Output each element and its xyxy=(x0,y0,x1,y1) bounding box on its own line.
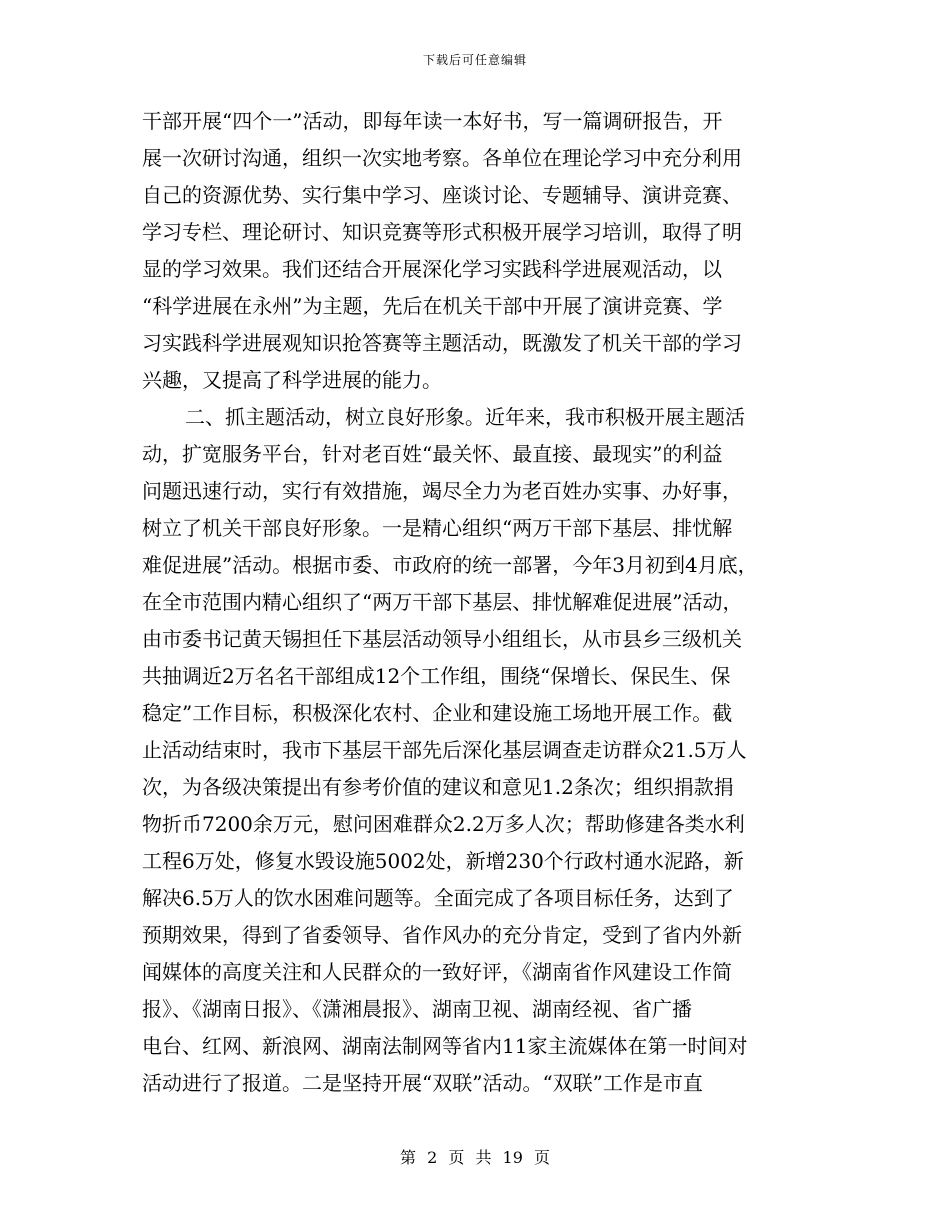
text-line: 习实践科学进展观知识抢答赛等主题活动，既激发了机关干部的学习 xyxy=(142,331,742,355)
text-line: 自己的资源优势、实行集中学习、座谈讨论、专题辅导、演讲竞赛、 xyxy=(142,183,742,207)
text-line: 稳定”工作目标，积极深化农村、企业和建设施工场地开展工作。截 xyxy=(142,701,733,725)
text-line: 显的学习效果。我们还结合开展深化学习实践科学进展观活动，以 xyxy=(142,257,722,281)
text-line: 共抽调近2万名名干部组成12个工作组，围绕“保增长、保民生、保 xyxy=(142,664,731,688)
page-header: 下载后可任意编辑 xyxy=(422,53,527,67)
text-line: 止活动结束时，我市下基层干部先后深化基层调查走访群众21.5万人 xyxy=(142,738,747,762)
page-number: 第 2 页 共 19 页 xyxy=(400,1148,550,1167)
text-line: 活动进行了报道。二是坚持开展“双联”活动。“双联”工作是市直 xyxy=(142,1071,703,1095)
text-line: 树立了机关干部良好形象。一是精心组织“两万干部下基层、排忧解 xyxy=(142,516,733,540)
text-line: 由市委书记黄天锡担任下基层活动领导小组组长，从市县乡三级机关 xyxy=(142,627,742,651)
text-line: 学习专栏、理论研讨、知识竞赛等形式积极开展学习培训，取得了明 xyxy=(142,220,742,244)
text-line: 解决6.5万人的饮水困难问题等。全面完成了各项目标任务，达到了 xyxy=(142,886,734,910)
text-line: 闻媒体的高度关注和人民群众的一致好评，《湖南省作风建设工作简 xyxy=(142,960,732,984)
text-line: 物折币7200余万元，慰问困难群众2.2万多人次；帮助修建各类水利 xyxy=(142,812,745,836)
text-line: 问题迅速行动，实行有效措施，竭尽全力为老百姓办实事、办好事， xyxy=(142,479,742,503)
text-line: 次，为各级决策提出有参考价值的建议和意见1.2条次；组织捐款捐 xyxy=(142,775,734,799)
text-line: 展一次研讨沟通，组织一次实地考察。各单位在理论学习中充分利用 xyxy=(142,146,742,170)
text-line: 干部开展“四个一”活动，即每年读一本好书，写一篇调研报告，开 xyxy=(142,109,723,133)
text-line: 电台、红网、新浪网、湖南法制网等省内11家主流媒体在第一时间对 xyxy=(142,1034,748,1058)
text-line: 报》、《湖南日报》、《潇湘晨报》、湖南卫视、湖南经视、省广播 xyxy=(142,997,692,1021)
paragraph-first-line: 二、抓主题活动，树立良好形象。近年来，我市积极开展主题活 xyxy=(185,405,745,429)
text-line: 难促进展”活动。根据市委、市政府的统一部署，今年3月初到4月底， xyxy=(142,553,758,577)
text-line: 兴趣，又提高了科学进展的能力。 xyxy=(142,368,442,392)
text-line: “科学进展在永州”为主题，先后在机关干部中开展了演讲竞赛、学 xyxy=(142,294,723,318)
text-line: 工程6万处，修复水毁设施5002处，新增230个行政村通水泥路，新 xyxy=(142,849,744,873)
text-line: 预期效果，得到了省委领导、省作风办的充分肯定，受到了省内外新 xyxy=(142,923,742,947)
text-line: 动，扩宽服务平台，针对老百姓“最关怀、最直接、最现实”的利益 xyxy=(142,442,723,466)
text-line: 在全市范围内精心组织了“两万干部下基层、排忧解难促进展”活动， xyxy=(142,590,743,614)
